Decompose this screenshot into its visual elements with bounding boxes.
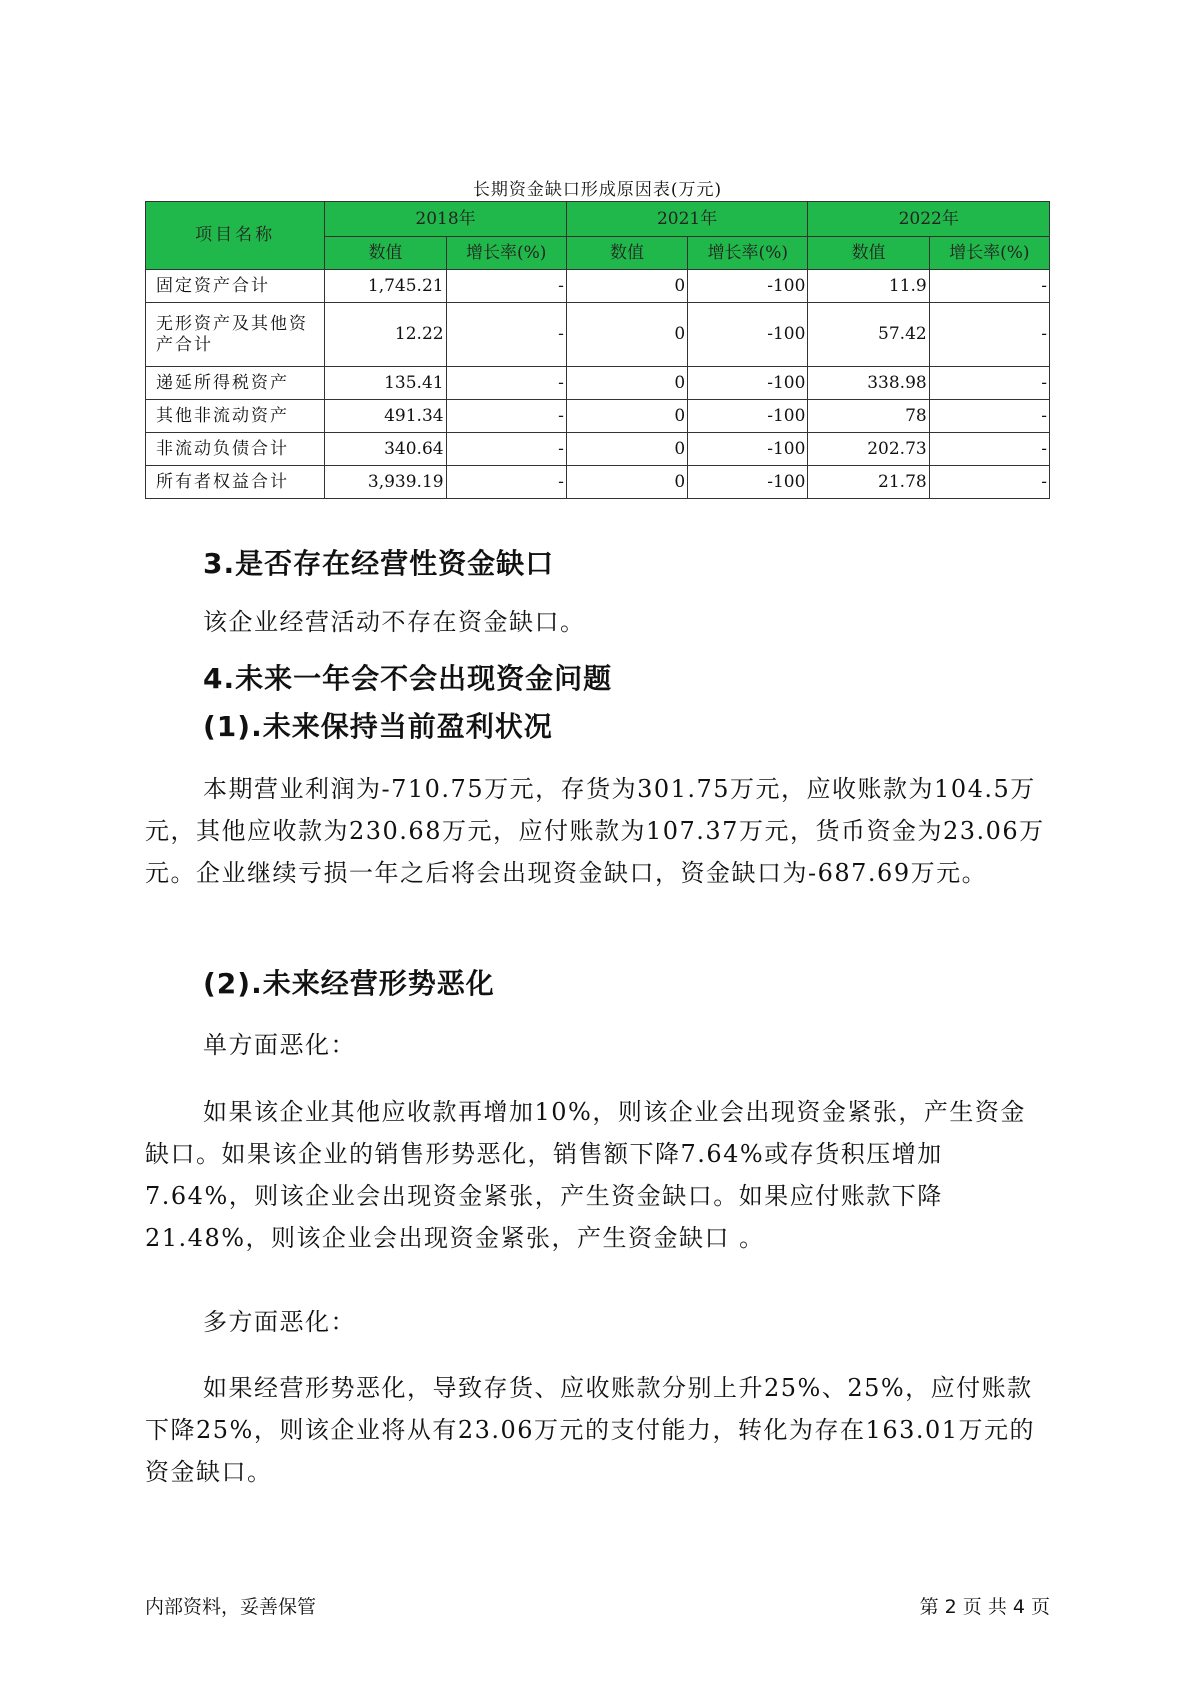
table-row xyxy=(146,303,1050,367)
cell-growth-2018: - xyxy=(446,400,566,433)
table-row xyxy=(146,433,1050,466)
cell-value-2022: 11.9 xyxy=(808,270,929,303)
cell-growth-2022: - xyxy=(929,400,1049,433)
header-item-name: 项目名称 xyxy=(146,202,325,270)
cell-value-2018: 340.64 xyxy=(325,433,446,466)
cell-growth-2018: - xyxy=(446,367,566,400)
cell-growth-2021: -100 xyxy=(688,270,808,303)
sub1-heading: (1).未来保持当前盈利状况 xyxy=(203,710,553,743)
cell-growth-2021: -100 xyxy=(688,367,808,400)
footer-page-number: 第 2 页 共 4 页 xyxy=(919,1596,1050,1618)
cell-growth-2022: - xyxy=(929,433,1049,466)
section3-text-content: 该企业经营活动不存在资金缺口。 xyxy=(203,608,586,636)
cell-growth-2021: -100 xyxy=(688,303,808,367)
table-row xyxy=(146,270,1050,303)
cell-value-2018: 135.41 xyxy=(325,367,446,400)
cell-value-2018: 1,745.21 xyxy=(325,270,446,303)
cell-value-2021: 0 xyxy=(566,433,687,466)
header-year-2022: 2022年 xyxy=(808,202,1050,237)
cell-growth-2022: - xyxy=(929,466,1049,499)
cell-growth-2022: - xyxy=(929,270,1049,303)
header-year-2018: 2018年 xyxy=(325,202,567,237)
row-label: 无形资产及其他资产合计 xyxy=(146,303,325,367)
cell-value-2018: 3,939.19 xyxy=(325,466,446,499)
multi-text xyxy=(145,1367,1050,1493)
cell-value-2021: 0 xyxy=(566,303,687,367)
cell-growth-2021: -100 xyxy=(688,400,808,433)
single-label-content: 单方面恶化： xyxy=(203,1031,356,1059)
table-row xyxy=(146,466,1050,499)
single-text-content: 如果该企业其他应收款再增加10%，则该企业会出现资金紧张，产生资金缺口。如果该企业的销售形势恶化，销售额下降7.64%或存货积压增加7.64%，则该企业会出现资金紧张，产生资金缺口。如果应付账款下降21.48%，则该企业会出现资金紧张，产生资金缺口 。 xyxy=(145,1098,1026,1252)
cell-growth-2018: - xyxy=(446,303,566,367)
cell-value-2018: 491.34 xyxy=(325,400,446,433)
cell-growth-2018: - xyxy=(446,466,566,499)
cell-value-2022: 21.78 xyxy=(808,466,929,499)
sub1-text-content: 本期营业利润为-710.75万元，存货为301.75万元，应收账款为104.5万元，其他应收款为230.68万元，应付账款为107.37万元，货币资金为23.06万元。企业继续亏损一年之后将会出现资金缺口，资金缺口为-687.69万元。 xyxy=(145,775,1045,887)
cell-growth-2018: - xyxy=(446,270,566,303)
table-row xyxy=(146,400,1050,433)
cell-value-2021: 0 xyxy=(566,400,687,433)
multi-text-content: 如果经营形势恶化，导致存货、应收账款分别上升25%、25%，应付账款下降25%，则该企业将从有23.06万元的支付能力，转化为存在163.01万元的资金缺口。 xyxy=(145,1374,1036,1486)
row-label: 固定资产合计 xyxy=(146,270,325,303)
table-row xyxy=(146,367,1050,400)
multi-label xyxy=(145,1301,1050,1343)
footer-confidential-note: 内部资料，妥善保管 xyxy=(145,1596,317,1618)
section3-heading: 3.是否存在经营性资金缺口 xyxy=(203,547,555,580)
row-label: 其他非流动资产 xyxy=(146,400,325,433)
funding-gap-table xyxy=(145,201,1050,499)
section4-heading: 4.未来一年会不会出现资金问题 xyxy=(203,662,613,695)
row-label: 所有者权益合计 xyxy=(146,466,325,499)
cell-value-2022: 338.98 xyxy=(808,367,929,400)
cell-growth-2021: -100 xyxy=(688,466,808,499)
header-value: 数值 xyxy=(566,237,687,270)
cell-growth-2022: - xyxy=(929,367,1049,400)
header-year-2021: 2021年 xyxy=(566,202,808,237)
single-text xyxy=(145,1091,1050,1259)
cell-growth-2018: - xyxy=(446,433,566,466)
header-growth: 增长率(%) xyxy=(688,237,808,270)
header-value: 数值 xyxy=(325,237,446,270)
multi-label-content: 多方面恶化： xyxy=(203,1308,356,1336)
row-label: 非流动负债合计 xyxy=(146,433,325,466)
cell-value-2021: 0 xyxy=(566,367,687,400)
section3-text xyxy=(145,601,1050,643)
header-growth: 增长率(%) xyxy=(446,237,566,270)
cell-value-2018: 12.22 xyxy=(325,303,446,367)
sub1-text xyxy=(145,768,1050,894)
row-label: 递延所得税资产 xyxy=(146,367,325,400)
cell-value-2021: 0 xyxy=(566,466,687,499)
header-growth: 增长率(%) xyxy=(929,237,1049,270)
header-value: 数值 xyxy=(808,237,929,270)
table-caption: 长期资金缺口形成原因表(万元) xyxy=(472,180,723,200)
cell-value-2022: 78 xyxy=(808,400,929,433)
sub2-heading: (2).未来经营形势恶化 xyxy=(203,967,495,1000)
cell-value-2022: 202.73 xyxy=(808,433,929,466)
single-label xyxy=(145,1024,1050,1066)
cell-growth-2021: -100 xyxy=(688,433,808,466)
cell-value-2022: 57.42 xyxy=(808,303,929,367)
cell-growth-2022: - xyxy=(929,303,1049,367)
cell-value-2021: 0 xyxy=(566,270,687,303)
